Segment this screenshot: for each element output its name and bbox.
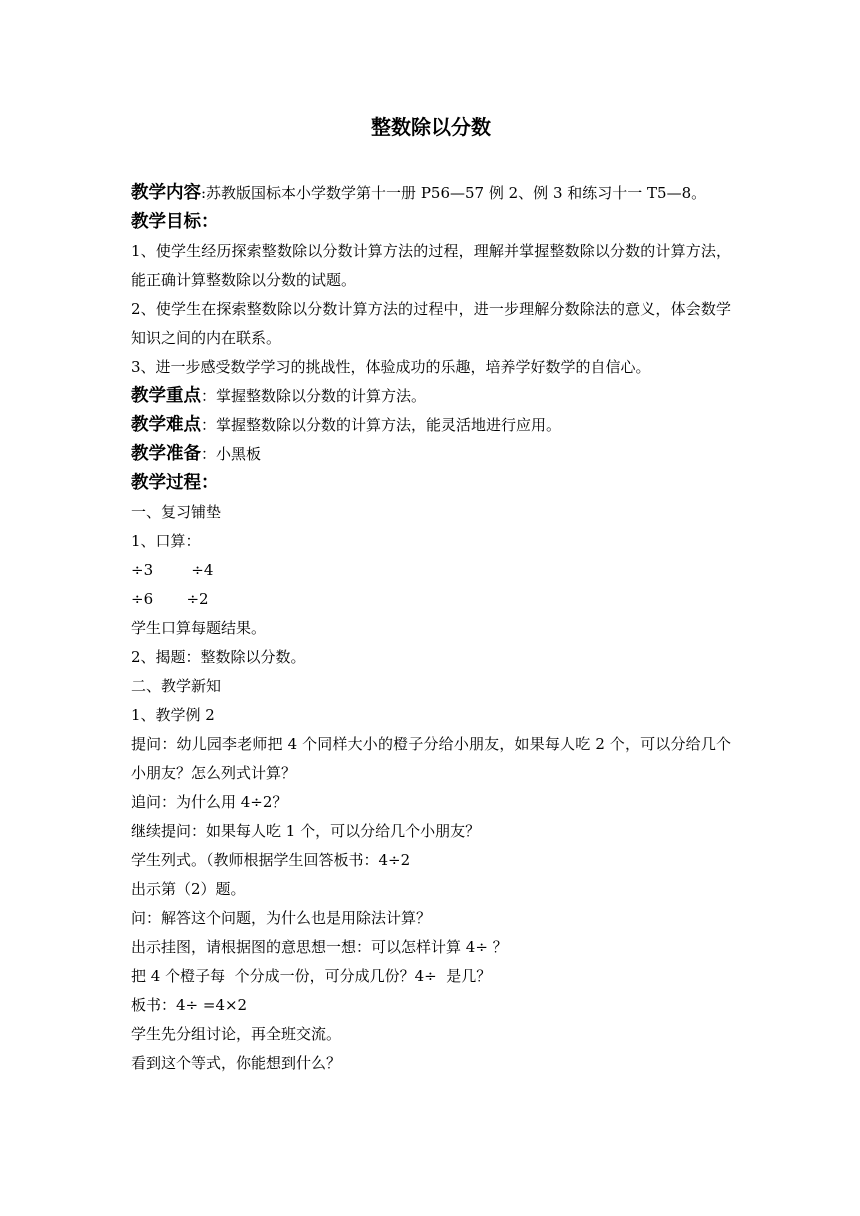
focus-text: ：掌握整数除以分数的计算方法。 — [201, 387, 427, 405]
text-line: 1、口算： — [131, 532, 201, 550]
prep-paragraph — [131, 440, 731, 469]
process-heading — [131, 469, 731, 498]
question-paragraph: 提问：幼儿园李老师把 4 个同样大小的橙子分给小朋友，如果每人吃 2 个，可以分给几个小朋友？怎么列式计算？ — [131, 735, 731, 782]
prep-text: ：小黑板 — [201, 445, 262, 463]
text-line: 1、教学例 2 — [131, 706, 215, 724]
text-line: ÷3 ÷4 — [131, 561, 214, 579]
text-line: 继续提问：如果每人吃 1 个，可以分给几个小朋友？ — [131, 822, 481, 840]
prep-label: 教学准备 — [131, 444, 201, 464]
text-line: 板书：4÷ =4×2 — [131, 996, 248, 1014]
goals-heading — [131, 208, 731, 237]
document-title: 整数除以分数 — [371, 115, 491, 139]
goal-1: 1、使学生经历探索整数除以分数计算方法的过程，理解并掌握整数除以分数的计算方法，能正确计算整数除以分数的试题。 — [131, 242, 731, 289]
difficulty-label: 教学难点 — [131, 415, 201, 435]
text-line: 二、教学新知 — [131, 677, 222, 695]
focus-paragraph — [131, 382, 731, 411]
text-line: 学生口算每题结果。 — [131, 619, 267, 637]
difficulty-paragraph — [131, 411, 731, 440]
process-label: 教学过程： — [131, 473, 219, 493]
text-line: 学生先分组讨论，再全班交流。 — [131, 1025, 342, 1043]
difficulty-text: ：掌握整数除以分数的计算方法，能灵活地进行应用。 — [201, 416, 562, 434]
text-line: ÷6 ÷2 — [131, 590, 209, 608]
goal-2: 2、使学生在探索整数除以分数计算方法的过程中，进一步理解分数除法的意义，体会数学知识之间的内在联系。 — [131, 300, 731, 347]
content-label: 教学内容 — [131, 183, 201, 203]
content-paragraph — [131, 179, 731, 208]
text-line: 出示挂图，请根据图的意思想一想：可以怎样计算 4÷ ？ — [131, 938, 508, 956]
content-text: :苏教版国标本小学数学第十一册 P56—57 例 2、例 3 和练习十一 T5—8。 — [201, 184, 707, 202]
document-body — [131, 112, 731, 1078]
text-line: 一、复习铺垫 — [131, 503, 222, 521]
text-line: 追问：为什么用 4÷2？ — [131, 793, 288, 811]
text-line: 学生列式。（教师根据学生回答板书：4÷2 — [131, 851, 411, 869]
text-line: 看到这个等式，你能想到什么？ — [131, 1054, 342, 1072]
text-line: 问：解答这个问题，为什么也是用除法计算？ — [131, 909, 432, 927]
focus-label: 教学重点 — [131, 386, 201, 406]
goals-label: 教学目标： — [131, 212, 219, 232]
text-line: 2、揭题：整数除以分数。 — [131, 648, 306, 666]
goal-3: 3、进一步感受数学学习的挑战性，体验成功的乐趣，培养学好数学的自信心。 — [131, 358, 651, 376]
text-line: 把 4 个橙子每 个分成一份，可分成几份？4÷ 是几？ — [131, 967, 492, 985]
text-line: 出示第（2）题。 — [131, 880, 246, 898]
